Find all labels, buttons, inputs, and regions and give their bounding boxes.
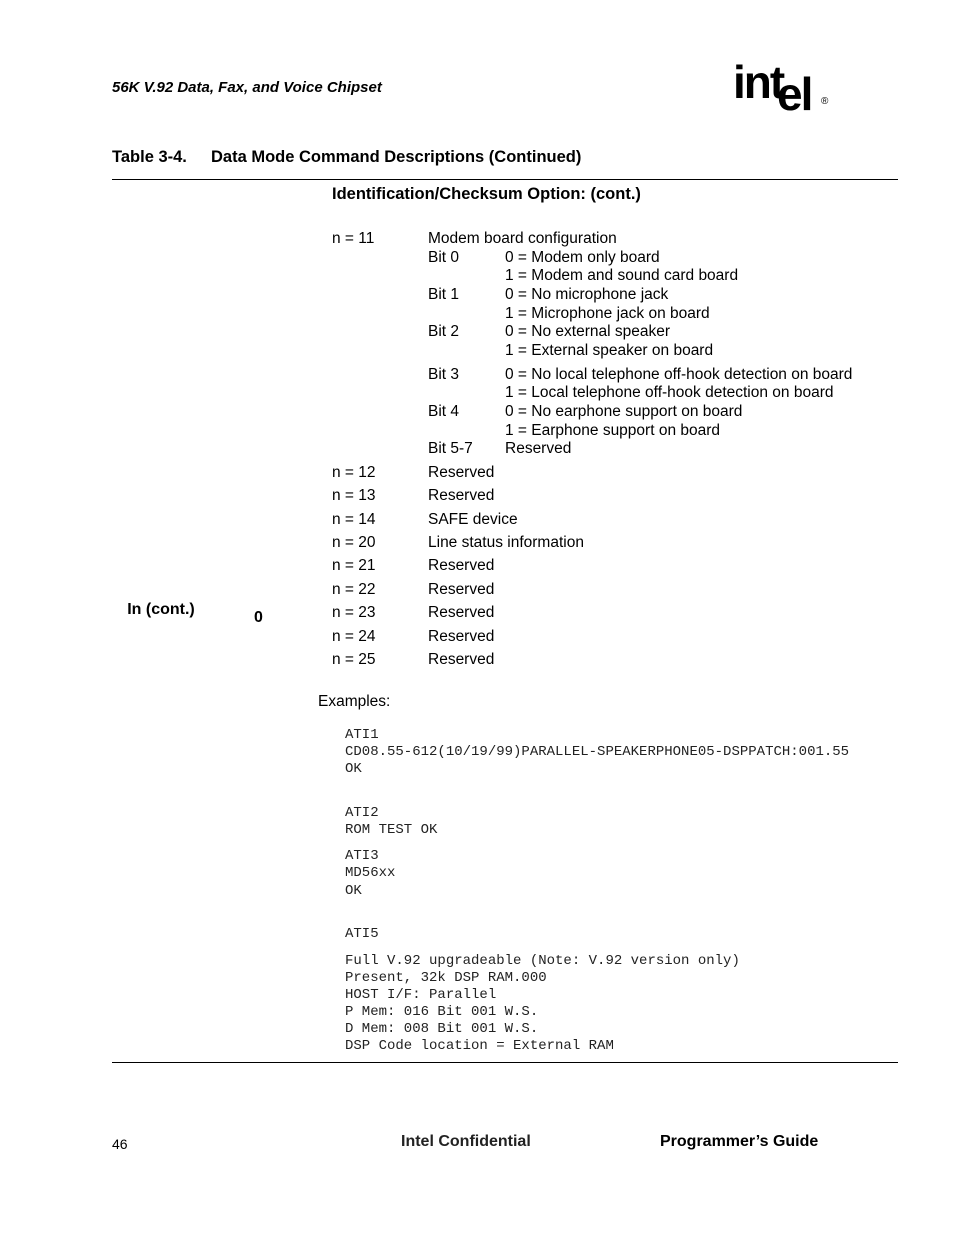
table-label: Table 3-4. [112,148,187,166]
option-desc: Reserved [428,487,495,504]
code-line: ATI2 [345,805,379,821]
running-header: 56K V.92 Data, Fax, and Voice Chipset [112,79,382,96]
bit-value: 1 = Earphone support on board [505,422,721,439]
bit-value: 0 = No local telephone off-hook detection on board [505,366,853,383]
table-title: Data Mode Command Descriptions (Continued) [211,148,582,166]
code-line: DSP Code location = External RAM [345,1038,614,1054]
option-n: n = 12 [332,464,376,481]
code-line: OK [345,761,362,777]
bit-value: 0 = No external speaker [505,323,670,340]
table-top-rule [112,179,898,180]
option-desc: Reserved [428,581,495,598]
logo-text: int [733,56,784,108]
examples-label: Examples: [318,693,391,710]
bit-value: 1 = Modem and sound card board [505,267,739,284]
option-n: n = 13 [332,487,376,504]
option-desc: SAFE device [428,511,518,528]
code-line: ATI3 [345,848,379,864]
option-desc: Reserved [428,604,495,621]
bit-value: 0 = Modem only board [505,249,660,266]
default-value: 0 [254,609,263,626]
registered-mark: ® [821,96,829,107]
logo-dropped-e: el [777,68,812,118]
code-line: D Mem: 008 Bit 001 W.S. [345,1021,539,1037]
code-line: ATI1 [345,727,379,743]
bit-label: Bit 4 [428,403,460,420]
table-bottom-rule [112,1062,898,1063]
option-n: n = 22 [332,581,376,598]
bit-value: 1 = External speaker on board [505,342,714,359]
code-line: Full V.92 upgradeable (Note: V.92 version only) [345,953,740,969]
bit-value: 0 = No microphone jack [505,286,669,303]
command-name: In (cont.) [127,601,195,618]
code-line: Present, 32k DSP RAM.000 [345,970,547,986]
intel-logo [733,56,833,118]
footer-confidential: Intel Confidential [401,1133,531,1150]
option-n: n = 23 [332,604,376,621]
bit-label: Bit 3 [428,366,460,383]
option-n: n = 25 [332,651,376,668]
bit-label: Bit 1 [428,286,460,303]
code-line: ATI5 [345,926,379,942]
option-n: n = 20 [332,534,376,551]
bit-value: 1 = Local telephone off-hook detection on board [505,384,834,401]
footer-guide-title: Programmer’s Guide [660,1133,819,1150]
section-title: Identification/Checksum Option: (cont.) [332,185,641,203]
option-n: n = 11 [332,230,375,247]
code-line: MD56xx [345,865,396,881]
option-desc: Reserved [428,557,495,574]
code-line: ROM TEST OK [345,822,438,838]
code-line: P Mem: 016 Bit 001 W.S. [345,1004,539,1020]
code-line: HOST I/F: Parallel [345,987,497,1003]
option-desc: Reserved [428,628,495,645]
option-n: n = 24 [332,628,376,645]
option-desc: Line status information [428,534,584,551]
option-desc: Modem board configuration [428,230,617,247]
bit-label: Bit 2 [428,323,460,340]
code-line: CD08.55-612(10/19/99)PARALLEL-SPEAKERPHONE05-DSPPATCH:001.55 [345,744,850,760]
page-number: 46 [112,1136,128,1152]
bit-label: Bit 0 [428,249,460,266]
code-line: OK [345,883,362,899]
option-desc: Reserved [428,651,495,668]
option-n: n = 21 [332,557,376,574]
option-n: n = 14 [332,511,376,528]
bit-value: 0 = No earphone support on board [505,403,743,420]
bit-value: Reserved [505,440,572,457]
bit-value: 1 = Microphone jack on board [505,305,710,322]
bit-label: Bit 5-7 [428,440,473,457]
option-desc: Reserved [428,464,495,481]
table-caption [112,148,581,167]
